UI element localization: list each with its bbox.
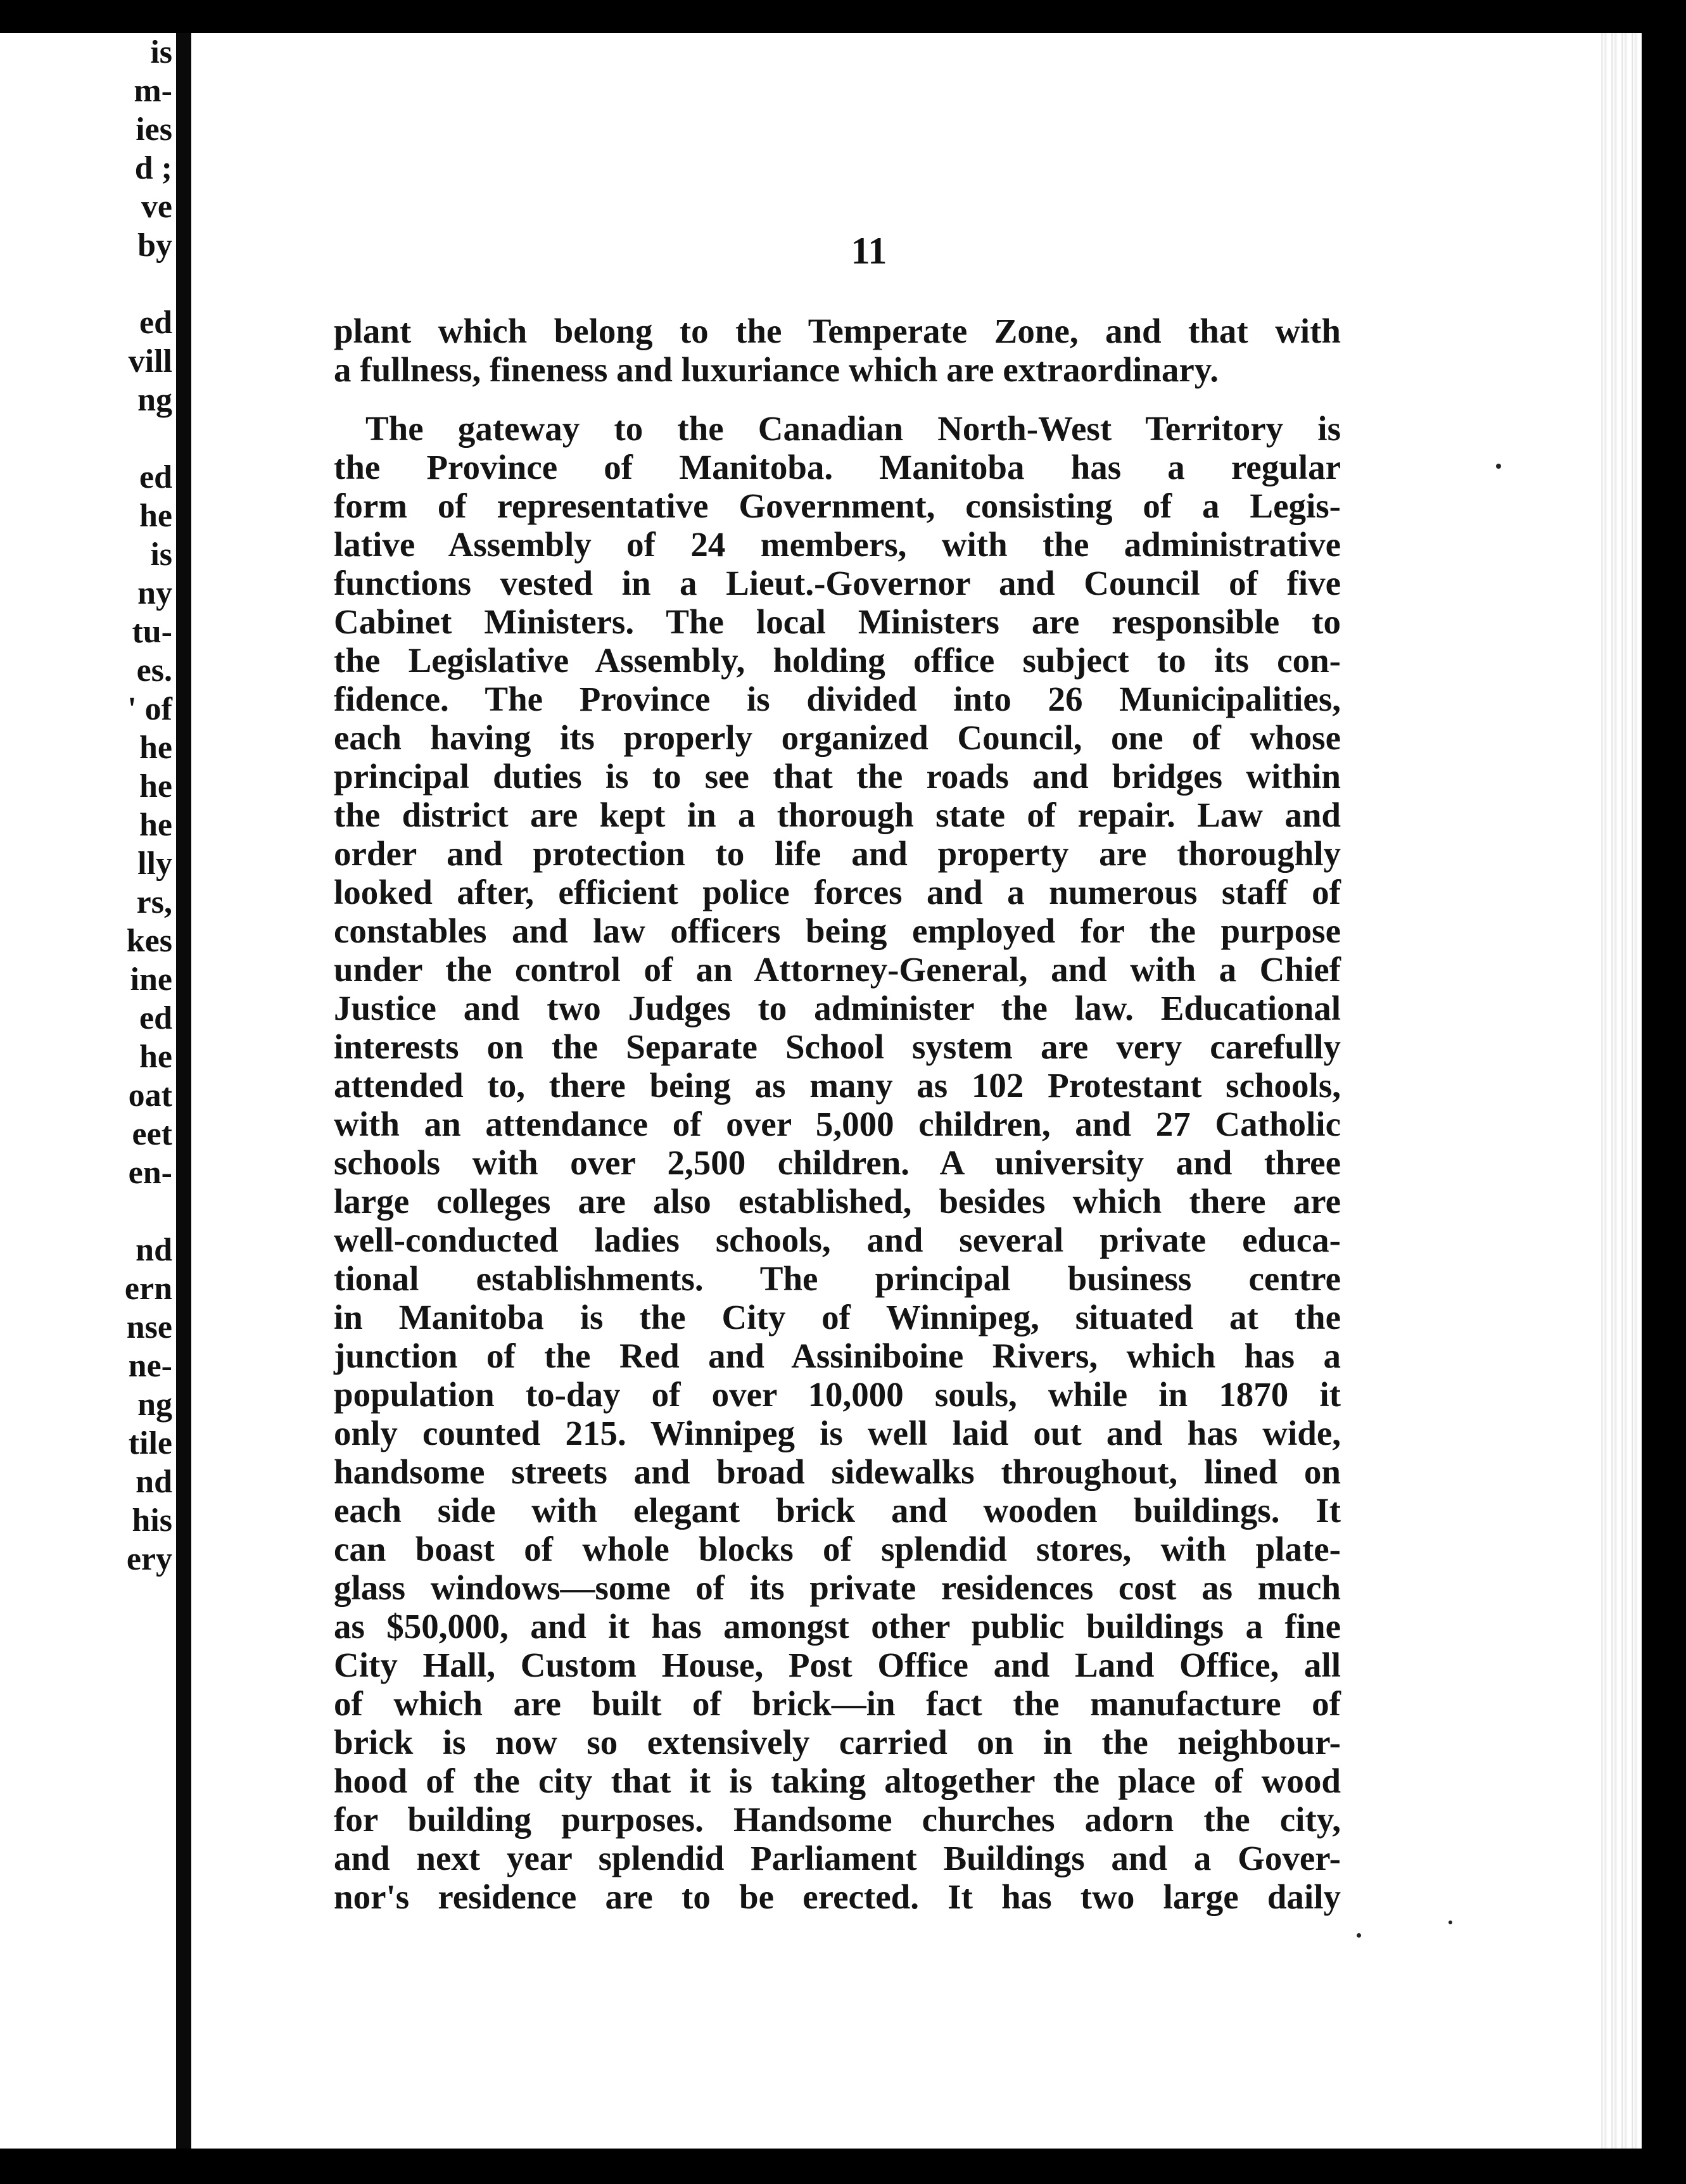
left-page-fragment-line: ny [137, 575, 172, 611]
text-line: population to-day of over 10,000 souls, while in 1870 it [334, 1375, 1341, 1414]
left-page-fragment-line: he [139, 807, 172, 843]
text-line: of which are built of brick—in fact the manufacture of [334, 1684, 1341, 1723]
left-page-fragment-line: ed [139, 459, 172, 495]
text-line: interests on the Separate School system are very carefully [334, 1027, 1341, 1066]
left-page-fragment-line [1, 1192, 172, 1231]
text-line: Justice and two Judges to administer the law. Educational [334, 989, 1341, 1027]
left-page-fragment-line: he [139, 768, 172, 804]
text-line: the Legislative Assembly, holding office subject to its con- [334, 641, 1341, 680]
left-page-fragment-line: ng [137, 382, 172, 418]
page-number: 11 [851, 230, 887, 272]
text-line: functions vested in a Lieut.-Governor and Council of five [334, 564, 1341, 602]
text-line: as $50,000, and it has amongst other public buildings a fine [334, 1607, 1341, 1646]
left-page-fragment-line: ies [136, 111, 172, 148]
text-line: well-conducted ladies schools, and several private educa- [334, 1221, 1341, 1259]
text-line: a fullness, fineness and luxuriance which are extraordinary. [334, 350, 1219, 389]
left-page-fragment-line: oat [128, 1077, 172, 1114]
text-line: in Manitoba is the City of Winnipeg, situated at the [334, 1298, 1341, 1336]
ink-speck [1448, 1921, 1452, 1924]
left-page-fragment-line: ery [126, 1541, 172, 1577]
left-page-fragment-line: ine [130, 962, 172, 998]
text-line: each having its properly organized Council, one of whose [334, 718, 1341, 757]
left-page-fragment-line: nse [126, 1309, 172, 1345]
text-line: tional establishments. The principal business centre [334, 1259, 1341, 1298]
left-page-fragment-line: he [139, 730, 172, 766]
left-page-fragment-line: ed [139, 1000, 172, 1036]
text-line: and next year splendid Parliament Buildings and a Gover- [334, 1839, 1341, 1877]
text-line: The gateway to the Canadian North-West Territory is [365, 409, 1341, 448]
left-page-fragment-line: he [139, 498, 172, 534]
left-page-fragment-line [1, 265, 172, 303]
body-text [334, 312, 1341, 1916]
ink-speck [1496, 464, 1501, 469]
left-page-fragment-line [1, 419, 172, 458]
left-page-fragment-line: tu- [132, 614, 172, 650]
text-line: large colleges are also established, besides which there are [334, 1182, 1341, 1221]
paragraph-gap [334, 389, 1341, 409]
text-line: the Province of Manitoba. Manitoba has a regular [334, 448, 1341, 486]
text-line: constables and law officers being employed for the purpose [334, 911, 1341, 950]
left-page-fragment-line: ng [137, 1387, 172, 1423]
text-line: the district are kept in a thorough state of repair. Law and [334, 796, 1341, 834]
text-line: City Hall, Custom House, Post Office and Land Office, all [334, 1646, 1341, 1684]
left-page-fragment-line: rs, [136, 884, 172, 920]
text-line: form of representative Government, consisting of a Legis- [334, 486, 1341, 525]
left-page-fragment-line: he [139, 1039, 172, 1075]
left-page-text-fragments [1, 33, 172, 1578]
left-page-fragment-line: d ; [134, 150, 172, 186]
left-page-fragment-line: by [137, 227, 172, 263]
book-gutter [176, 33, 191, 2149]
text-line: schools with over 2,500 children. A university and three [334, 1143, 1341, 1182]
text-line: Cabinet Ministers. The local Ministers are responsible to [334, 602, 1341, 641]
text-line: fidence. The Province is divided into 26 Municipalities, [334, 680, 1341, 718]
left-page-fragment-line: his [132, 1502, 172, 1539]
left-page-fragment-line: is [150, 536, 172, 573]
left-page-fragment [0, 33, 176, 2149]
text-line: plant which belong to the Temperate Zone, and that with [334, 312, 1341, 350]
left-page-fragment-line: eet [132, 1116, 172, 1152]
text-line: order and protection to life and property are thoroughly [334, 834, 1341, 873]
left-page-fragment-line: vill [128, 343, 172, 379]
text-line: lative Assembly of 24 members, with the administrative [334, 525, 1341, 564]
left-page-fragment-line: es. [136, 652, 172, 689]
text-line: attended to, there being as many as 102 Protestant schools, [334, 1066, 1341, 1105]
text-line: each side with elegant brick and wooden buildings. It [334, 1491, 1341, 1530]
left-page-fragment-line: nd [136, 1232, 172, 1268]
left-page-fragment-line: ' of [127, 691, 172, 727]
text-line: brick is now so extensively carried on in the neighbour- [334, 1723, 1341, 1762]
text-line: for building purposes. Handsome churches adorn the city, [334, 1800, 1341, 1839]
page-edge-stack [1597, 33, 1642, 2149]
text-line: glass windows—some of its private residences cost as much [334, 1568, 1341, 1607]
text-line: junction of the Red and Assiniboine Rivers, which has a [334, 1336, 1341, 1375]
ink-speck [1357, 1933, 1361, 1938]
left-page-fragment-line: tile [128, 1425, 172, 1461]
left-page-fragment-line: en- [128, 1155, 172, 1191]
text-line: under the control of an Attorney-General, and with a Chief [334, 950, 1341, 989]
left-page-fragment-line: ed [139, 305, 172, 341]
left-page-fragment-line: nd [136, 1464, 172, 1500]
text-line: handsome streets and broad sidewalks throughout, lined on [334, 1452, 1341, 1491]
left-page-fragment-line: m- [134, 73, 172, 109]
left-page-fragment-line: is [150, 34, 172, 70]
right-page [191, 33, 1642, 2149]
left-page-fragment-line: kes [126, 923, 172, 959]
text-line: principal duties is to see that the roads and bridges within [334, 757, 1341, 796]
text-line: looked after, efficient police forces and a numerous staff of [334, 873, 1341, 911]
text-line: only counted 215. Winnipeg is well laid out and has wide, [334, 1414, 1341, 1452]
left-page-fragment-line: ern [124, 1271, 172, 1307]
text-line: nor's residence are to be erected. It has two large daily [334, 1877, 1341, 1916]
left-page-fragment-line: ne- [128, 1348, 172, 1384]
text-line: hood of the city that it is taking altogether the place of wood [334, 1762, 1341, 1800]
left-page-fragment-line: ve [141, 189, 172, 225]
text-line: with an attendance of over 5,000 children, and 27 Catholic [334, 1105, 1341, 1143]
left-page-fragment-line: lly [137, 846, 172, 882]
text-line: can boast of whole blocks of splendid stores, with plate- [334, 1530, 1341, 1568]
